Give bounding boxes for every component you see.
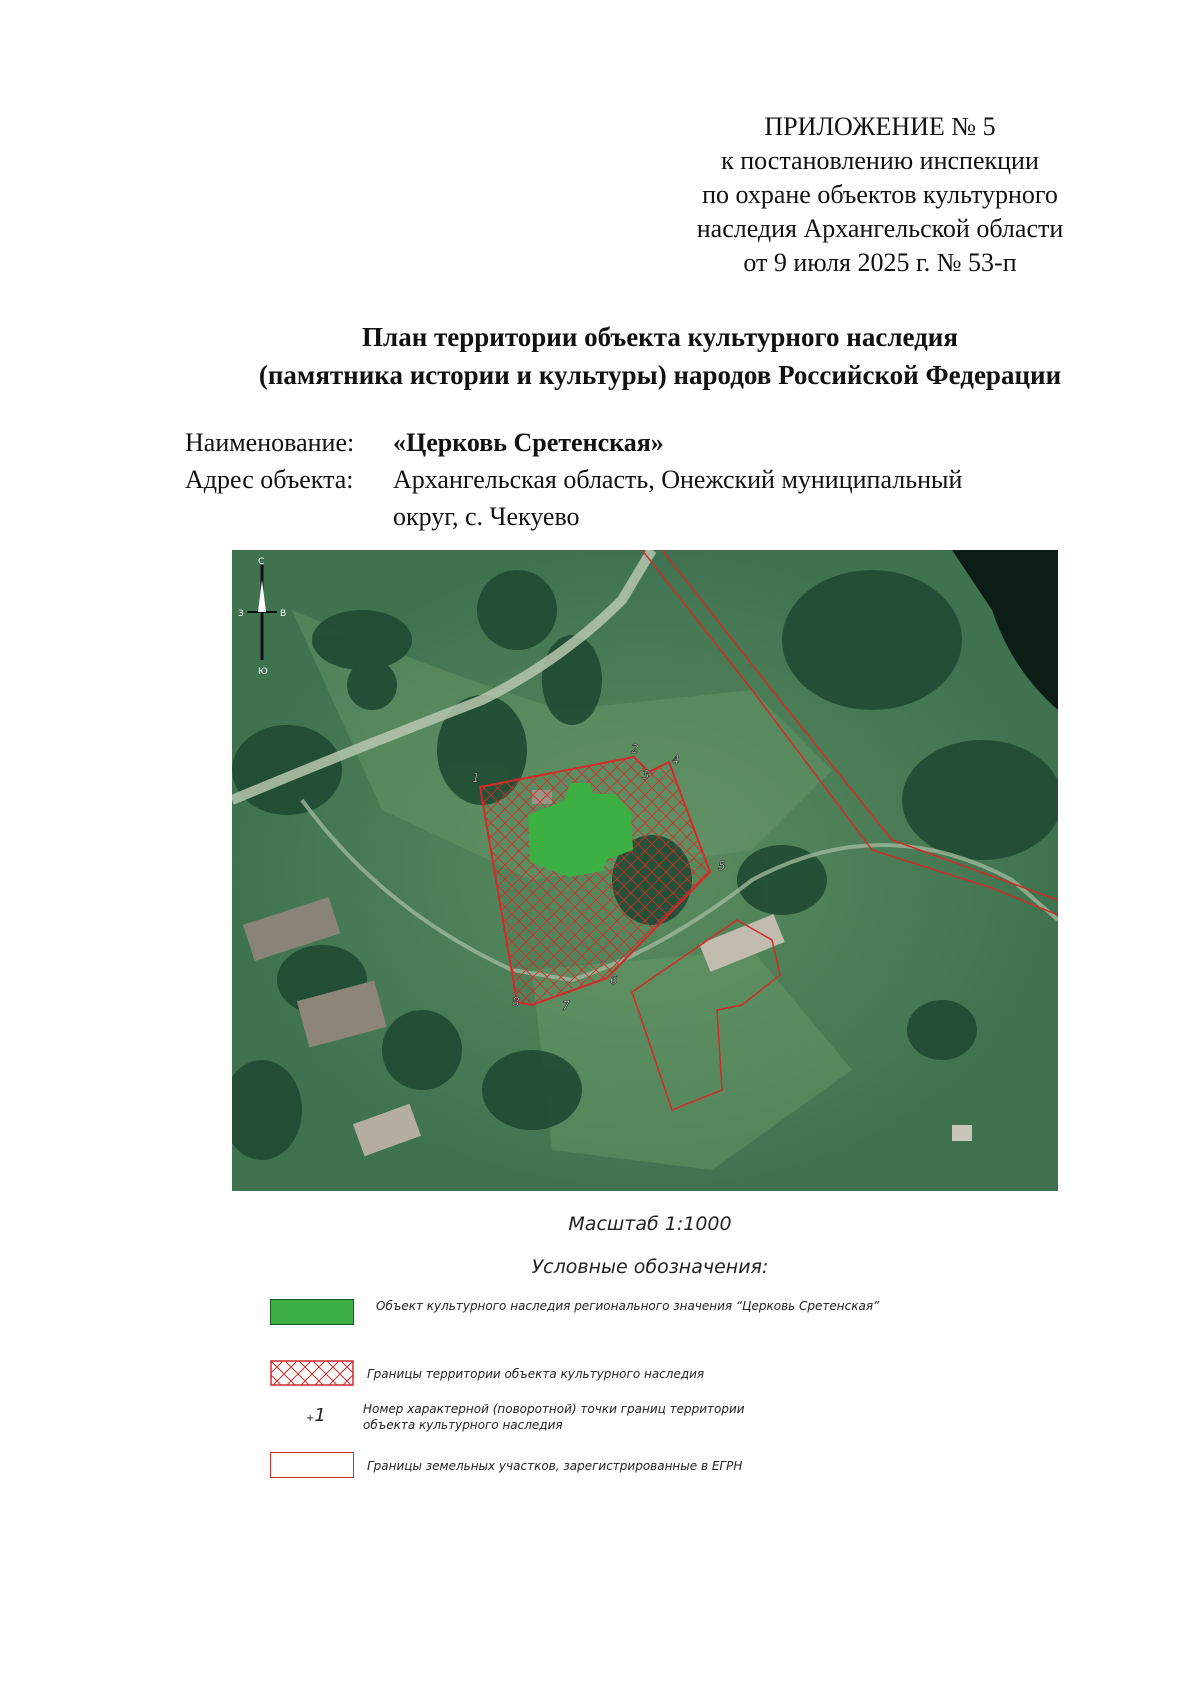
title-line-2: (памятника истории и культуры) народов Российской Федерации	[258, 360, 1062, 390]
legend-item-territory: Границы территории объекта культурного наследия	[367, 1367, 705, 1381]
legend-item-points-line-2: объекта культурного наследия	[363, 1418, 563, 1432]
title-line-1: План территории объекта культурного наследия	[362, 322, 958, 352]
legend-item-points	[363, 1401, 745, 1433]
address-label: Адрес объекта:	[185, 465, 354, 494]
point-label-3: 3	[642, 768, 650, 782]
appendix-line-2: к постановлению инспекции	[721, 146, 1039, 175]
appendix-line-5: от 9 июля 2025 г. № 53-п	[743, 248, 1017, 277]
green-fill-swatch	[270, 1299, 354, 1325]
map-scale: Масштаб 1:1000	[568, 1213, 732, 1235]
point-number-symbol-text: 1	[314, 1405, 326, 1426]
point-label-8: 8	[512, 995, 520, 1009]
legend-item-points-line-1: Номер характерной (поворотной) точки границ территории	[363, 1402, 745, 1416]
compass-north: С	[258, 557, 265, 567]
address-value-line-1: Архангельская область, Онежский муниципальный	[393, 465, 963, 494]
point-label-1: 1	[472, 771, 480, 785]
legend-item-parcels: Границы земельных участков, зарегистрированные в ЕГРН	[367, 1459, 743, 1473]
point-label-4: 4	[672, 753, 680, 767]
compass-east: В	[280, 609, 287, 619]
satellite-map	[232, 550, 1058, 1191]
map-svg	[232, 550, 1058, 1191]
appendix-line-3: по охране объектов культурного	[702, 180, 1058, 209]
red-hatched-swatch	[270, 1360, 354, 1386]
appendix-line-1: ПРИЛОЖЕНИЕ № 5	[764, 112, 996, 141]
name-value: «Церковь Сретенская»	[393, 428, 664, 457]
compass-south: Ю	[258, 667, 268, 677]
compass-west: З	[238, 609, 244, 619]
point-label-7: 7	[562, 999, 570, 1013]
page-title	[130, 318, 1190, 394]
point-number-symbol: +1	[306, 1405, 326, 1426]
point-label-2: 2	[631, 742, 639, 756]
appendix-line-4: наследия Архангельской области	[696, 214, 1064, 243]
point-label-6: 6	[610, 973, 618, 987]
object-info	[185, 424, 1013, 535]
legend-item-object: Объект культурного наследия регионального значения “Церковь Сретенская”	[376, 1299, 880, 1313]
appendix-header	[640, 110, 1120, 280]
legend-title: Условные обозначения:	[531, 1256, 769, 1278]
name-label: Наименование:	[185, 428, 355, 457]
red-outline-swatch	[270, 1452, 354, 1478]
point-label-5: 5	[718, 859, 726, 873]
address-value-line-2: округ, с. Чекуево	[393, 502, 580, 531]
